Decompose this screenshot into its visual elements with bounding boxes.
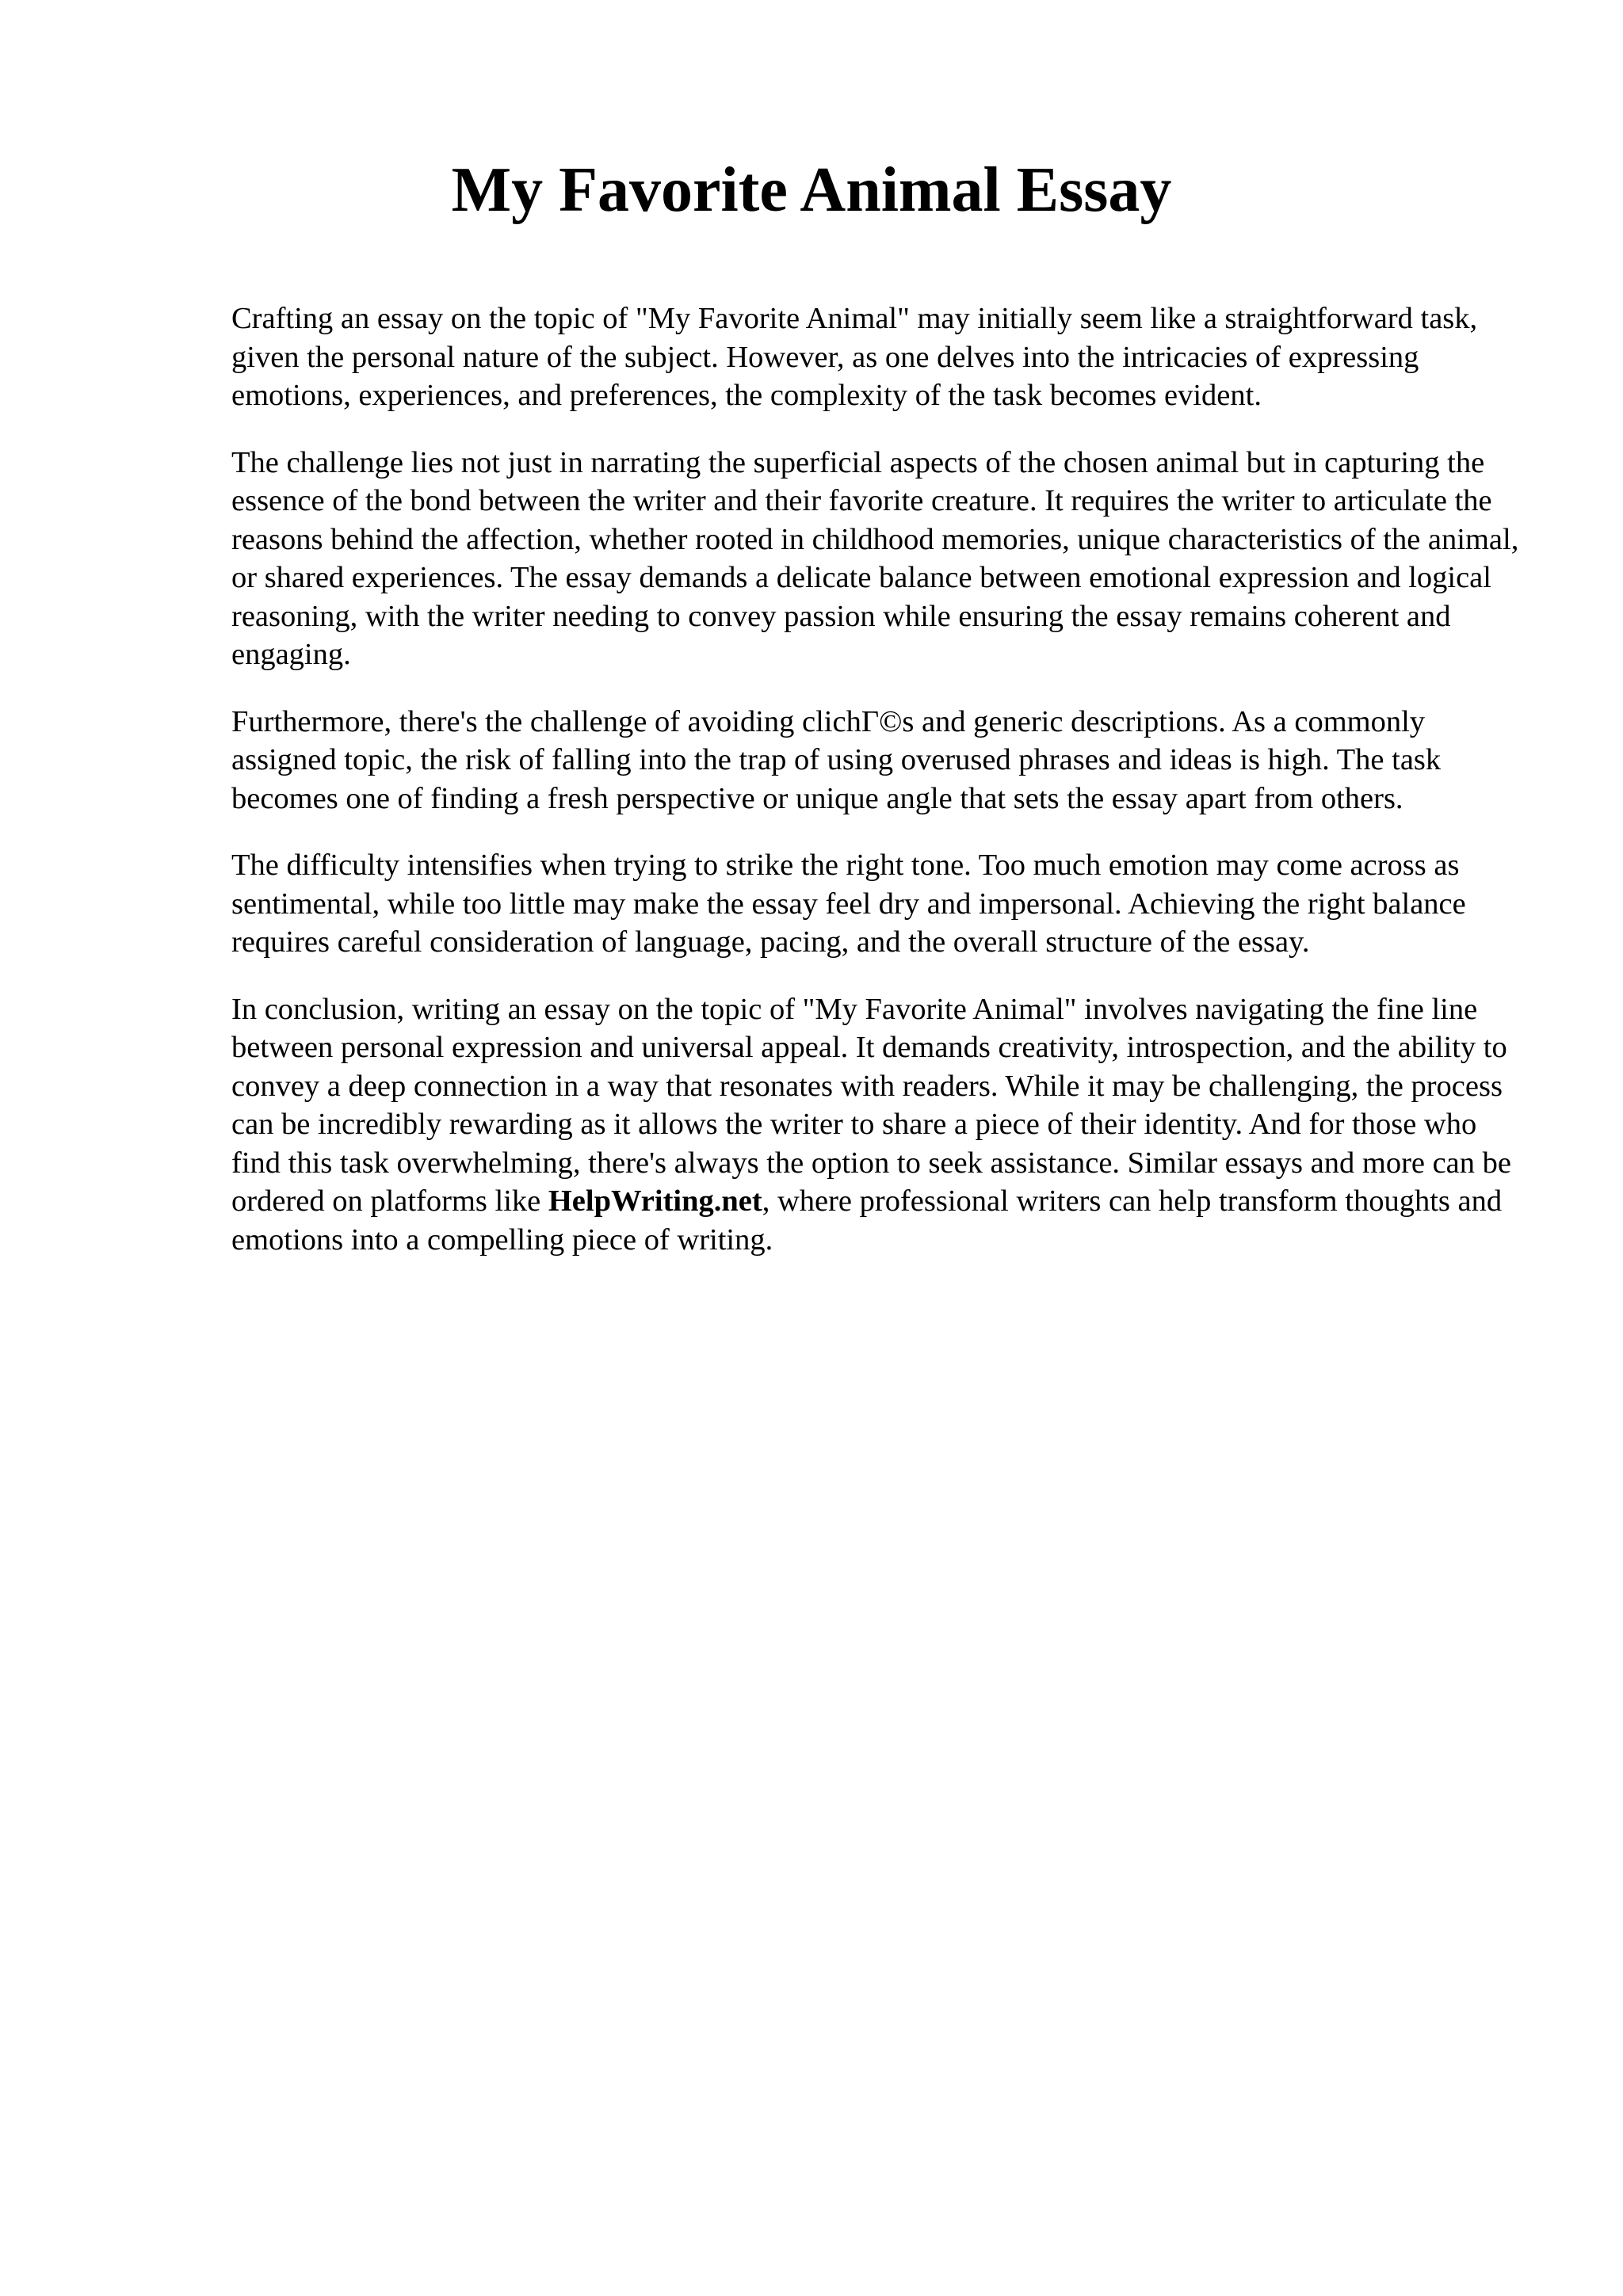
document-title: My Favorite Animal Essay: [451, 155, 1172, 225]
paragraph-cliches: Furthermore, there's the challenge of avoiding clichГ©s and generic descriptions. As a commonly assigned topic, the risk of falling into the trap of using overused phrases and ideas is high. The task becomes one of finding a fresh perspective or unique angle that sets the essay apart from others.: [231, 704, 1442, 815]
conclusion-text-end: , where professional writers can help transform thoughts and emotions into a compelling piece of writing.: [231, 1184, 1503, 1257]
paragraph-conclusion: [231, 990, 1531, 1260]
paragraph-tone: The difficulty intensifies when trying to strike the right tone. Too much emotion may come across as sentimental, while too little may make the essay feel dry and impersonal. Achieving the right balance requires careful consideration of language, pacing, and the overall structure of the essay.: [231, 849, 1466, 959]
brand-link[interactable]: HelpWriting.net: [548, 1184, 762, 1218]
paragraph-challenge: The challenge lies not just in narrating the superficial aspects of the chosen animal but in capturing the essence of the bond between the writer and their favorite creature. It requires the writer to articulate the reasons behind the affection, whether rooted in childhood memories, unique characteristics of the animal, or shared experiences. The essay demands a delicate balance between emotional expression and logical reasoning, with the writer needing to convey passion while ensuring the essay remains coherent and engaging.: [231, 445, 1519, 671]
conclusion-text-start: In conclusion, writing an essay on the topic of "My Favorite Animal" involves navigating the fine line between personal expression and universal appeal. It demands creativity, introspection, and the ability to convey a deep connection in a way that resonates with readers. While it may be challenging, the process can be incredibly rewarding as it allows the writer to share a piece of their identity. And for those who find this task overwhelming, there's always the option to seek assistance. Similar essays and more can be ordered on platforms like: [231, 992, 1511, 1218]
paragraph-intro: Crafting an essay on the topic of "My Favorite Animal" may initially seem like a straightforward task, given the personal nature of the subject. However, as one delves into the intricacies of expressing emotions, experiences, and preferences, the complexity of the task becomes evident.: [231, 302, 1478, 412]
document-body: [231, 299, 1531, 1287]
